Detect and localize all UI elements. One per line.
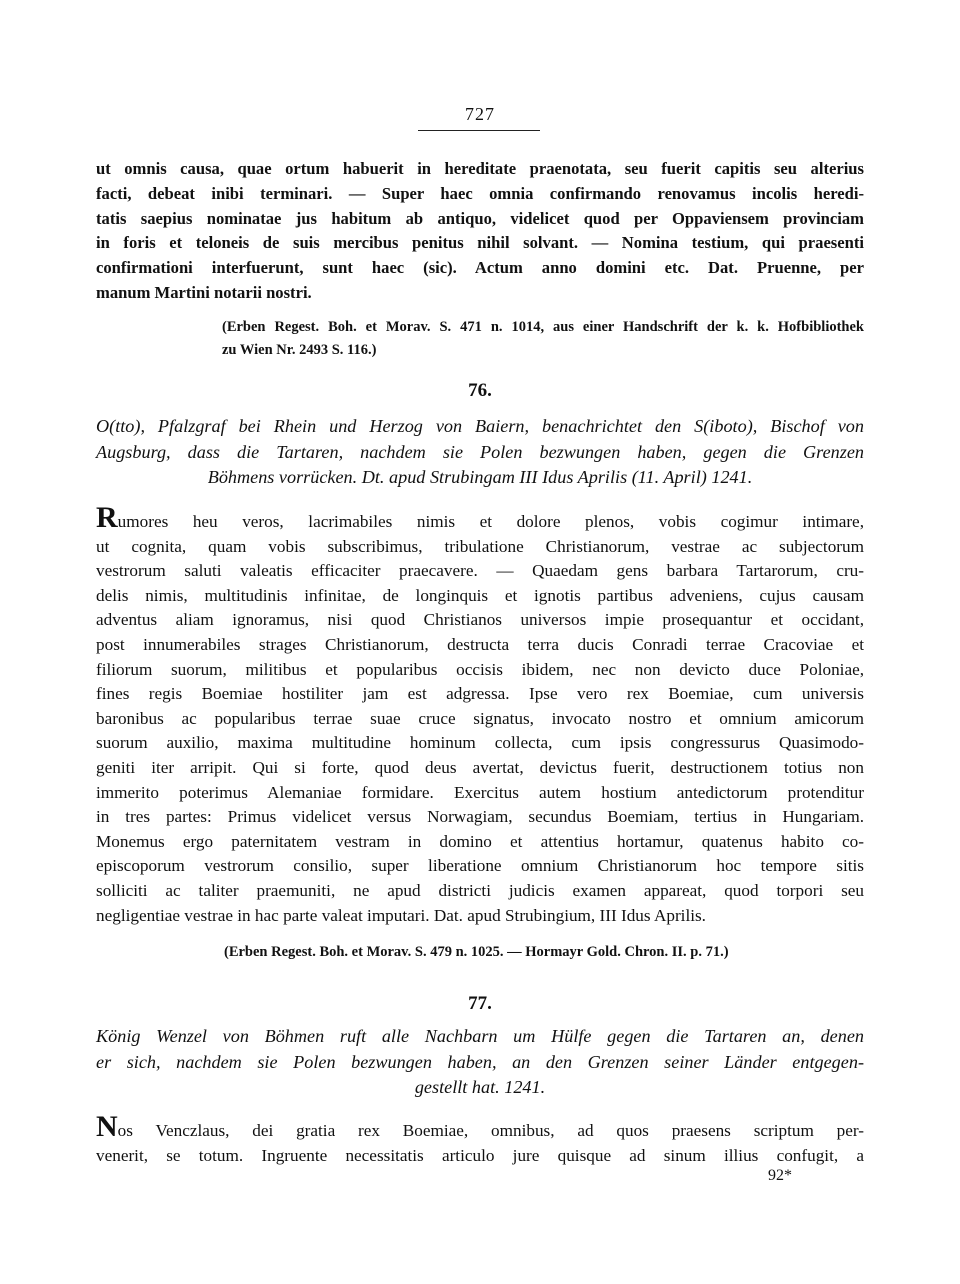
text-line: solliciti ac taliter praemuniti, ne apud districti judicis examen appareat, quod torpori seu <box>96 880 864 900</box>
heading-line: gestellt hat. 1241. <box>414 1077 546 1098</box>
citation: (Erben Regest. Boh. et Morav. S. 479 n. 1025. — Hormayr Gold. Chron. II. p. 71.) <box>224 944 729 960</box>
text-line: tatis saepius nominatae jus habitum ab antiquo, videlicet quod per Oppaviensem provinciam <box>96 208 864 228</box>
citation-line: (Erben Regest. Boh. et Morav. S. 471 n. 1014, aus einer Handschrift der k. k. Hofbibliothek <box>222 319 864 335</box>
text-line: negligentiae vestrae in hac parte valeat imputari. Dat. apud Strubingium, III Idus Aprilis. <box>96 905 706 925</box>
text-line: venerit, se totum. Ingruente necessitatis articulo jure quisque ad sinum illius confugit, a <box>96 1145 864 1165</box>
text-line: geniti iter arripit. Qui si forte, quod deus avertat, devictus fuerit, destructionem totius non <box>96 757 864 777</box>
text-line: in tres partes: Primus videlicet versus Norwagiam, secundus Boemiam, tertius in Hungariam. <box>96 807 864 827</box>
document-heading <box>96 1024 864 1101</box>
text-line: delis nimis, multitudinis infinitae, de longinquis et ignotis partibus adveniens, cujus causam <box>96 585 864 605</box>
citation <box>222 316 864 362</box>
drop-cap: N <box>96 1110 118 1143</box>
text-line <box>96 1110 864 1144</box>
heading-line: er sich, nachdem sie Polen bezwungen haben, an den Grenzen seiner Länder entgegen- <box>96 1051 864 1072</box>
text-line: ut omnis causa, quae ortum habuerit in hereditate praenotata, seu fuerit capitis seu alterius <box>96 159 864 178</box>
text-line: confirmationi interfuerunt, sunt haec (sic). Actum anno domini etc. Dat. Pruenne, per <box>96 258 864 278</box>
text-line: fines regis Boemiae hostiliter jam est adgressa. Ipse vero rex Boemiae, cum universis <box>96 684 864 704</box>
text-line: post innumerabiles strages Christianorum, destructa terra ducis Conradi terrae Cracoviae et <box>96 634 864 654</box>
citation-line: zu Wien Nr. 2493 S. 116.) <box>222 342 377 358</box>
document-body <box>96 1110 864 1168</box>
document-body <box>96 501 864 928</box>
text-line: adventus aliam ignoramus, nisi quod Christianos universos impie prosequantur et occidant, <box>96 610 864 630</box>
text-line <box>96 501 864 535</box>
text-line: suorum auxilio, maxima multitudine hominum collecta, cum ipsis congressurus Quasimodo- <box>96 733 864 753</box>
text-segment: umores heu veros, lacrimabiles nimis et dolore plenos, vobis cogimur intimare, <box>117 512 864 531</box>
document-heading <box>96 414 864 491</box>
continuation-text <box>96 157 864 306</box>
text-line: vestrorum saluti valeatis efficaciter praecavere. — Quaedam gens barbara Tartarorum, cru- <box>96 561 864 581</box>
text-line: manum Martini notarii nostri. <box>96 282 312 302</box>
signature-mark: 92* <box>768 1167 792 1184</box>
heading-line: Böhmens vorrücken. Dt. apud Strubingam III Idus Aprilis (11. April) 1241. <box>207 467 753 488</box>
text-segment: os Venczlaus, dei gratia rex Boemiae, omnibus, ad quos praesens scriptum per- <box>117 1121 864 1140</box>
text-line: facti, debeat inibi terminari. — Super haec omnia confirmando renovamus incolis heredi- <box>96 183 864 203</box>
drop-cap: R <box>96 501 118 534</box>
page-number: 727 <box>465 104 495 124</box>
text-line: Monemus ergo paternitatem vestram in domino et attentius hortamur, quatenus habito co- <box>96 831 864 851</box>
document-number: 77. <box>468 993 492 1014</box>
heading-line: König Wenzel von Böhmen ruft alle Nachbarn um Hülfe gegen die Tartaren an, denen <box>96 1026 864 1046</box>
heading-line: O(tto), Pfalzgraf bei Rhein und Herzog von Baiern, benachrichtet den S(iboto), Bischof von <box>96 416 864 436</box>
document-number: 76. <box>468 380 492 401</box>
text-line: episcoporum vestrorum consilio, super liberatione omnium Christianorum hoc tempore sitis <box>96 856 864 876</box>
text-line: immerito poterimus Alemaniae formidare. Exercitus autem hostium antedictorum protenditur <box>96 782 864 802</box>
header-rule <box>418 130 540 131</box>
heading-line: Augsburg, dass die Tartaren, nachdem sie Polen bezwungen haben, gegen die Grenzen <box>96 441 864 462</box>
text-line: baronibus ac popularibus terrae suae cruce signatus, invocato nostro et omnium amicorum <box>96 708 864 728</box>
text-line: in foris et teloneis de suis mercibus penitus nihil solvant. — Nomina testium, qui praesenti <box>96 233 864 253</box>
text-line: filiorum suorum, militibus et popularibus occisis ibidem, nec non devicto duce Poloniae, <box>96 659 864 679</box>
text-line: ut cognita, quam vobis subscribimus, tribulatione Christianorum, vestrae ac subjectorum <box>96 536 864 556</box>
